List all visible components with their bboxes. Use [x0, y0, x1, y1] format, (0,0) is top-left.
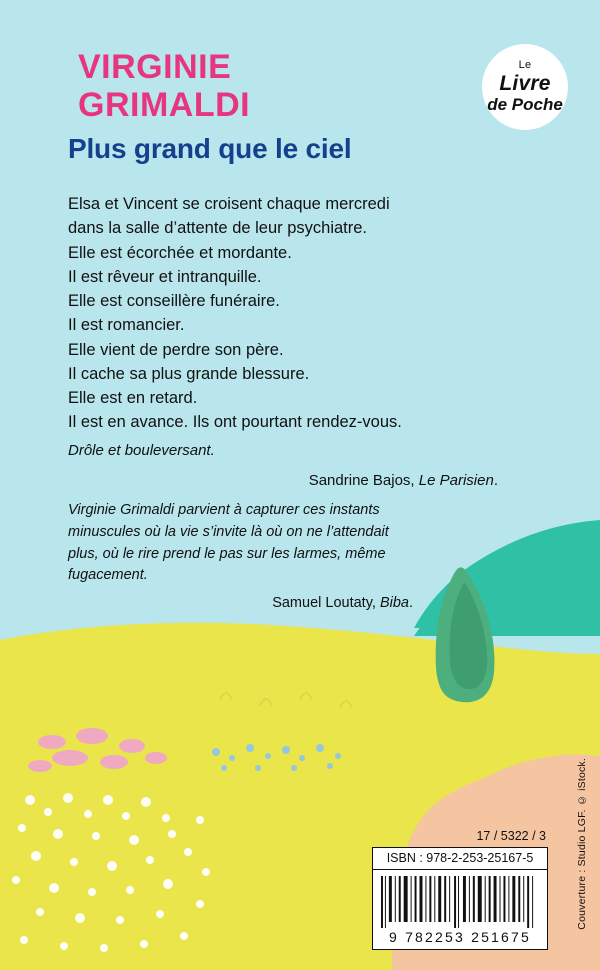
blurb-line: Elle est conseillère funéraire. [68, 292, 280, 310]
publisher-logo-line1: Le [518, 59, 532, 72]
blurb-line: Il est rêveur et intranquille. [68, 267, 262, 286]
publisher-logo-line2: Livre [499, 71, 551, 95]
blurb-line: dans la salle d’attente de leur psychiatre. [68, 219, 368, 238]
press-quote-1 [68, 440, 498, 492]
press-quote-2-author: Samuel Loutaty, [272, 595, 380, 611]
press-quote-1-period: . [493, 471, 498, 489]
blurb-line: Elle est écorchée et mordante. [68, 243, 292, 262]
blurb-line: Il est en avance. Ils ont pourtant rendez-vous. [68, 413, 402, 432]
blurb-line: Il cache sa plus grande blessure. [68, 364, 310, 383]
cover-credit: Couverture : Studio LGF. © iStock. [576, 758, 588, 930]
back-cover-blurb [68, 192, 488, 435]
barcode-bars [379, 876, 541, 928]
press-quote-2-text: Virginie Grimaldi parvient à capturer ces instants minuscules où la vie s’invite là où on ne l’attendait plus, où le rire prend le pas sur les larmes, même fugacement. [68, 502, 389, 584]
author-last-name: GRIMALDI [78, 86, 251, 125]
blurb-line: Elle est en retard. [68, 389, 198, 407]
isbn-label: ISBN : 978-2-253-25167-5 [372, 847, 548, 870]
blurb-line: Elsa et Vincent se croisent chaque mercredi [68, 195, 390, 213]
blurb-line: Elle vient de perdre son père. [68, 340, 284, 359]
press-quote-1-source: Le Parisien [418, 471, 494, 489]
barcode [372, 870, 548, 950]
book-title: Plus grand que le ciel [68, 133, 352, 164]
press-quote-1-author: Sandrine Bajos, [308, 471, 419, 489]
publisher-logo [482, 44, 568, 130]
publisher-logo-line3: de Poche [487, 94, 563, 114]
blurb-line: Il est romancier. [68, 316, 185, 335]
press-quote-1-text: Drôle et bouleversant. [68, 442, 215, 459]
reference-number: 17 / 5322 / 3 [476, 829, 546, 843]
author-first-name: VIRGINIE [78, 48, 232, 86]
press-quote-2-period: . [408, 595, 413, 611]
press-quote-1-attribution [68, 470, 498, 492]
press-quote-2-source: Biba [379, 595, 409, 611]
press-quote-2-attribution [68, 593, 413, 615]
barcode-block [372, 829, 548, 950]
barcode-digits: 9 782253 251675 [389, 929, 531, 945]
press-quote-2 [68, 500, 413, 615]
author-name [78, 48, 250, 124]
